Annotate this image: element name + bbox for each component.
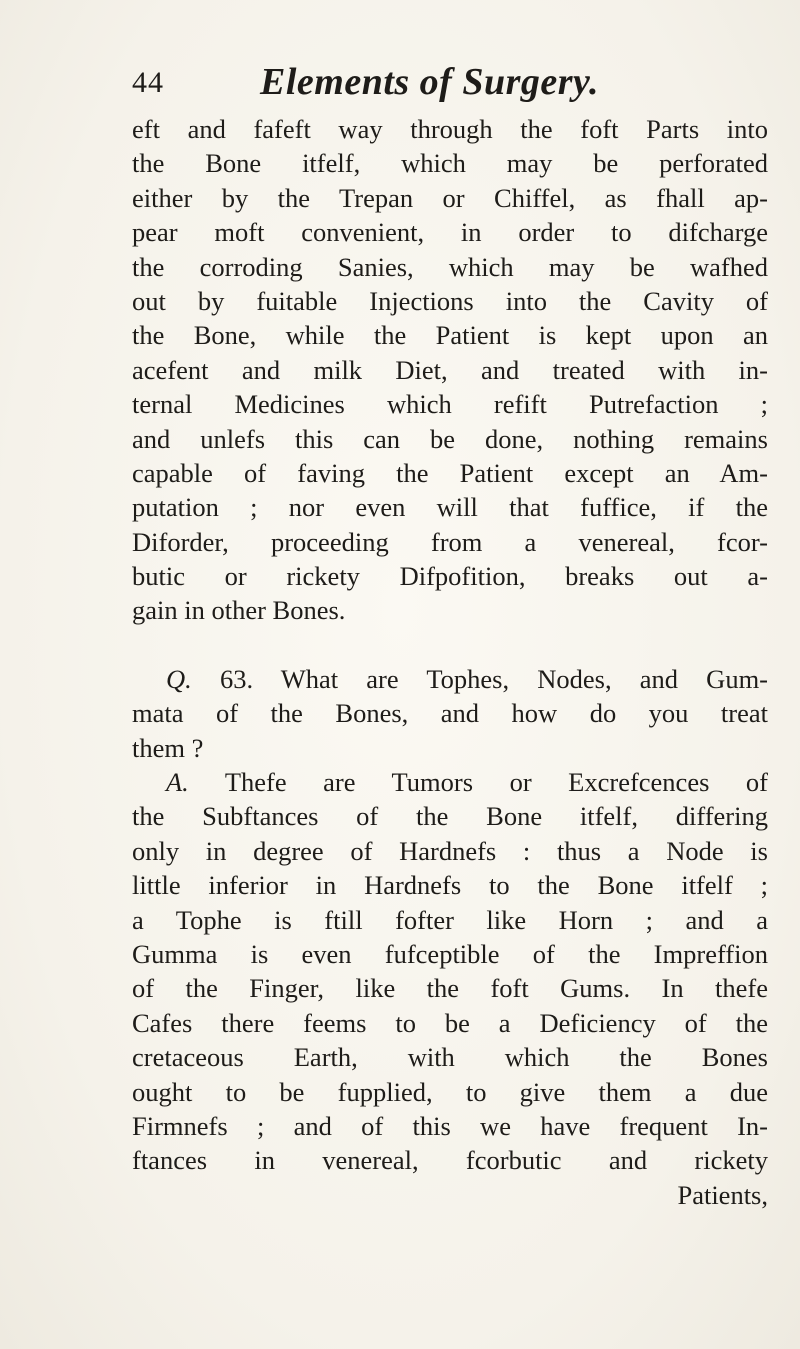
text-line: gain in other Bones. [132, 595, 346, 626]
text-line: them ? [132, 732, 204, 763]
text-line: cretaceous Earth, with which the Bones [132, 1042, 768, 1073]
text-line: little inferior in Hardnefs to the Bone itfelf ; [132, 870, 768, 901]
body-text [132, 112, 768, 1212]
page-number: 44 [132, 66, 164, 99]
question-first-line [132, 662, 768, 696]
text-line: Gumma is even fufceptible of the Impreffion [132, 938, 768, 969]
text-line: eft and fafeft way through the foft Parts into [132, 114, 768, 144]
text-line: ftances in venereal, fcorbutic and rickety [132, 1145, 768, 1176]
answer-first-line [132, 765, 768, 799]
text-line: the Bone, while the Patient is kept upon an [132, 320, 768, 351]
answer-text: Thefe are Tumors or Excrefcences of [224, 767, 768, 798]
running-title: Elements of Surgery. [260, 61, 599, 103]
text-line: the corroding Sanies, which may be wafhed [132, 251, 768, 282]
paragraph-gap [132, 628, 768, 662]
running-header [132, 61, 772, 116]
catchword: Patients, [677, 1179, 768, 1210]
text-line: a Tophe is ftill fofter like Horn ; and a [132, 904, 768, 935]
text-line: only in degree of Hardnefs : thus a Node is [132, 835, 768, 866]
text-line: ternal Medicines which refift Putrefaction ; [132, 389, 768, 420]
text-line: out by fuitable Injections into the Cavity of [132, 285, 768, 316]
text-line: acefent and milk Diet, and treated with in- [132, 354, 768, 385]
text-line: Firmnefs ; and of this we have frequent In- [132, 1110, 768, 1141]
text-line: the Bone itfelf, which may be perforated [132, 148, 768, 179]
text-line: of the Finger, like the foft Gums. In thefe [132, 973, 768, 1004]
text-line: Diforder, proceeding from a venereal, fcor- [132, 526, 768, 557]
text-line: mata of the Bones, and how do you treat [132, 698, 768, 729]
answer-marker: A. [166, 767, 189, 798]
question-text: 63. What are Tophes, Nodes, and Gum- [219, 663, 768, 694]
text-line: either by the Trepan or Chiffel, as fhall ap- [132, 182, 768, 213]
text-line: Cafes there feems to be a Deficiency of the [132, 1007, 768, 1038]
text-line: pear moft convenient, in order to difcharge [132, 217, 768, 248]
text-line: ought to be fupplied, to give them a due [132, 1076, 768, 1107]
text-line: butic or rickety Difpofition, breaks out a- [132, 561, 768, 592]
text-line: capable of faving the Patient except an Am- [132, 457, 768, 488]
text-line: and unlefs this can be done, nothing remains [132, 423, 768, 454]
question-marker: Q. [166, 663, 192, 694]
text-line: putation ; nor even will that fuffice, if the [132, 492, 768, 523]
text-line: the Subftances of the Bone itfelf, differing [132, 801, 768, 832]
